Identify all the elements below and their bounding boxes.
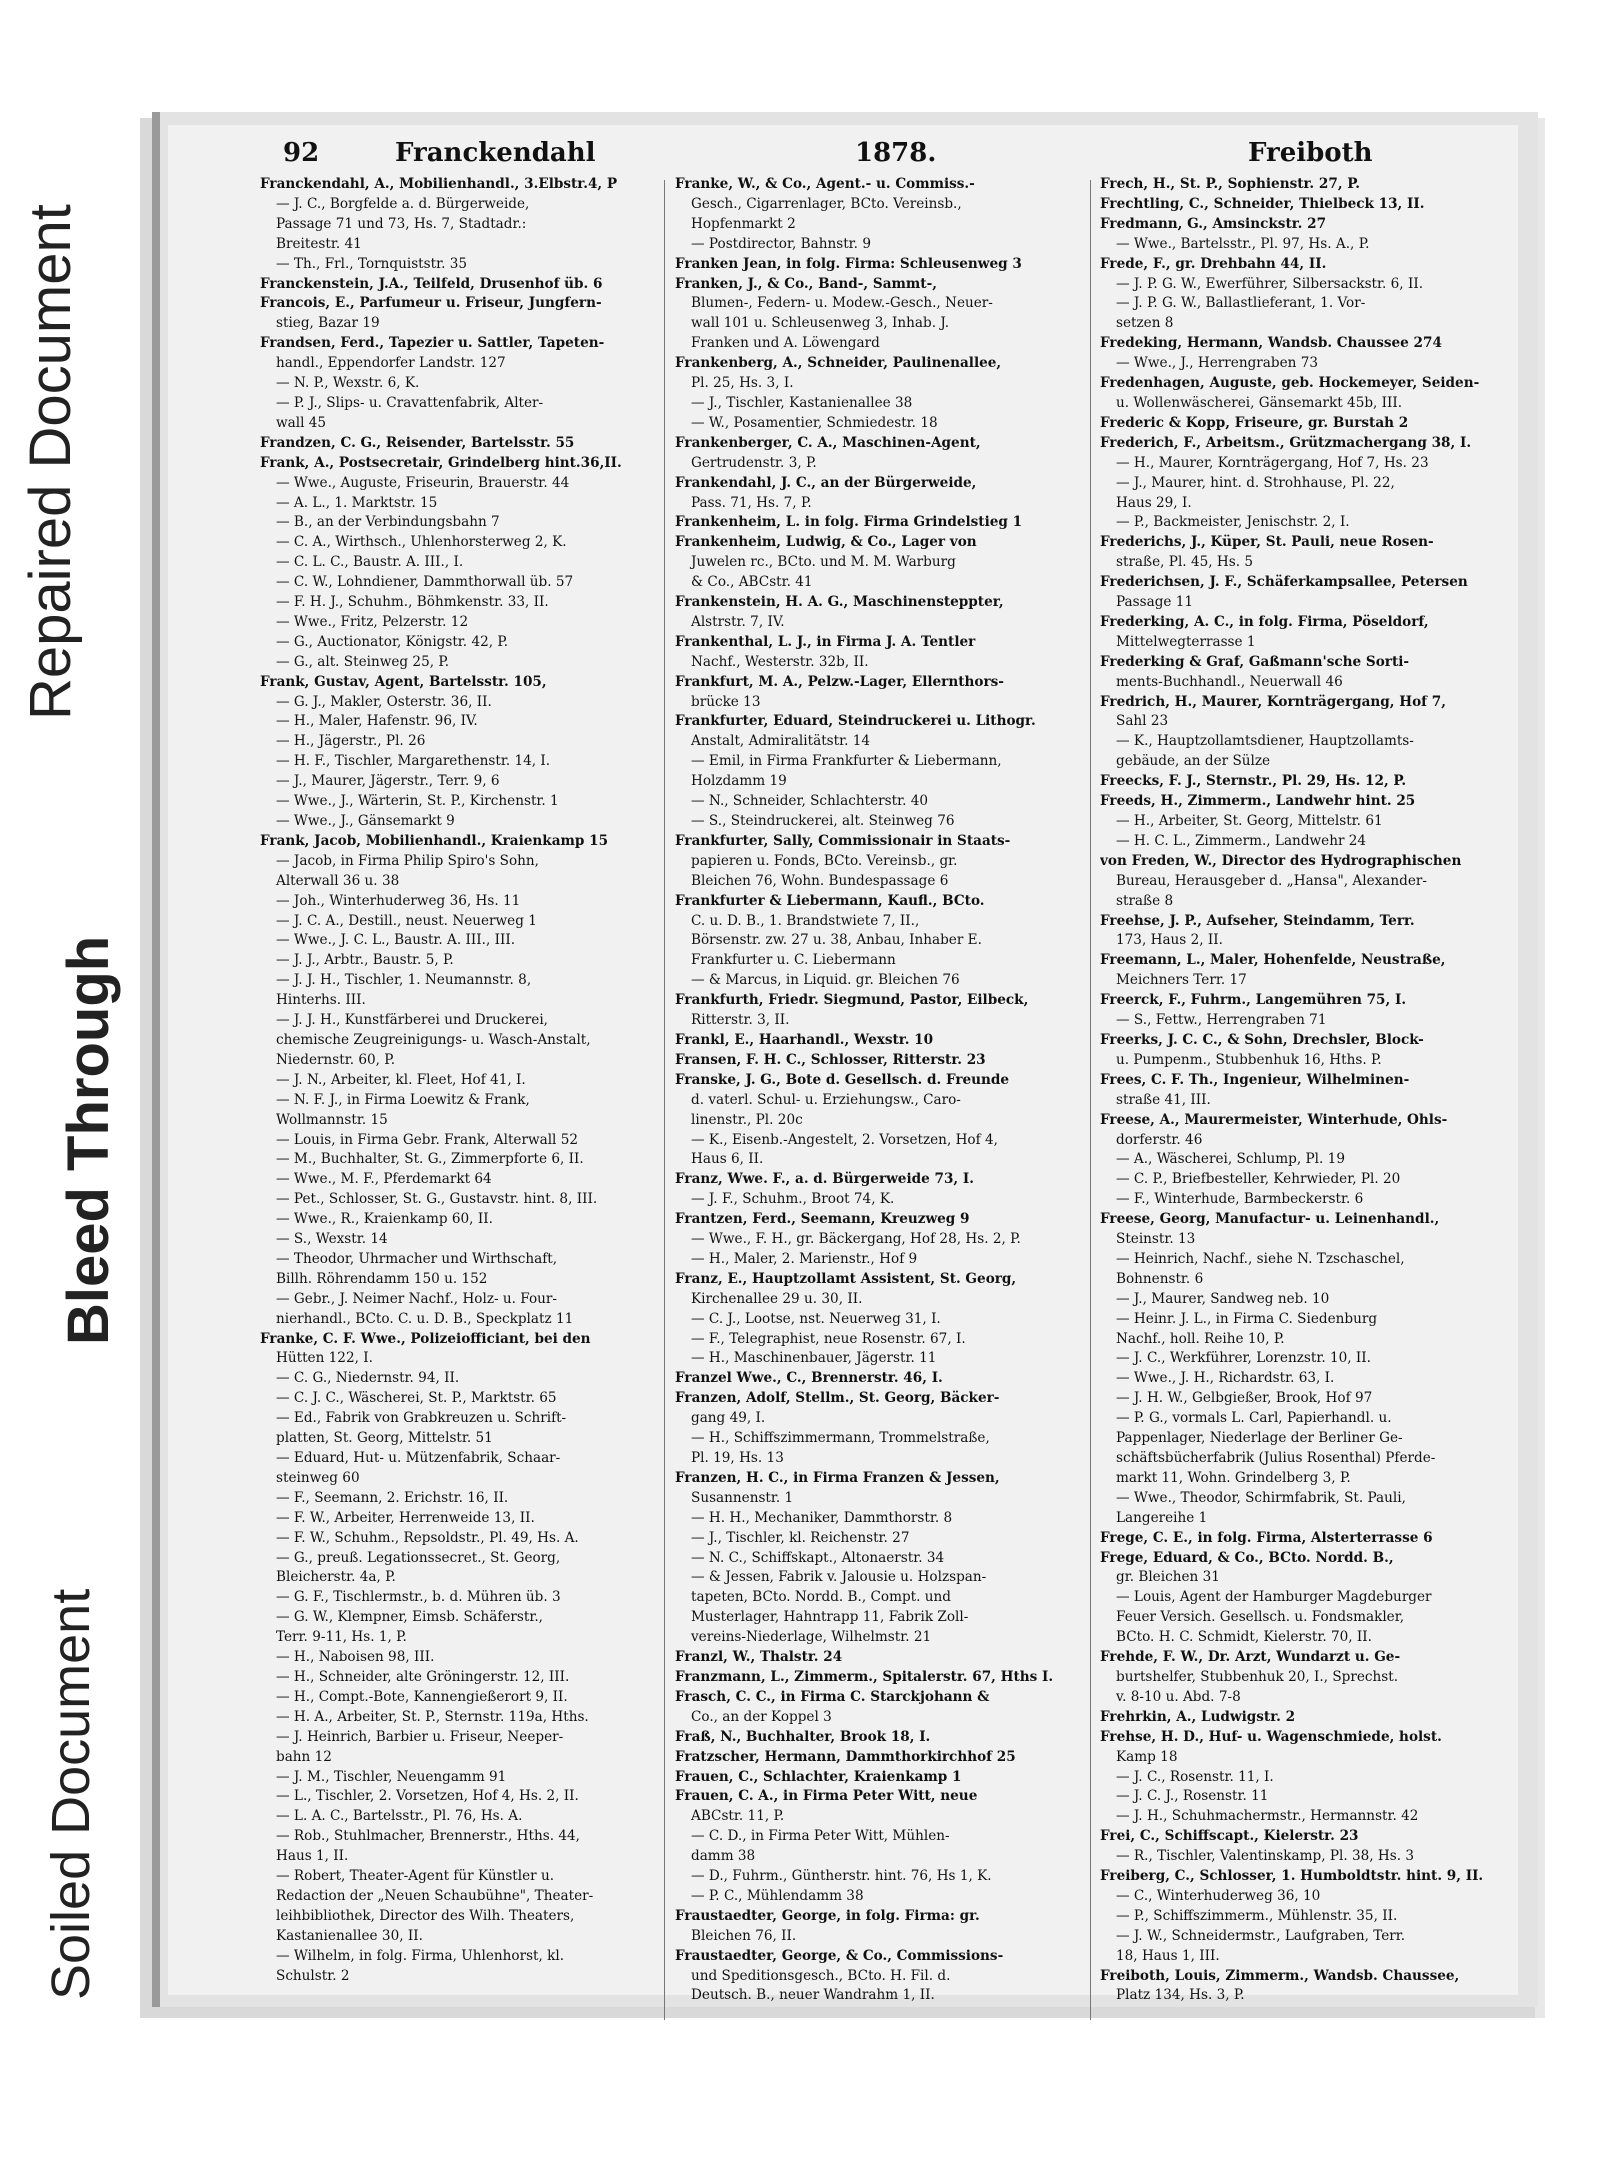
directory-entry: tapeten, BCto. Nordd. B., Compt. und xyxy=(691,1589,951,1606)
directory-entry: Bleichen 76, Wohn. Bundespassage 6 xyxy=(691,872,949,889)
directory-entry: markt 11, Wohn. Grindelberg 3, P. xyxy=(1116,1469,1351,1486)
directory-entry: — H., Schiffszimmermann, Trommelstraße, xyxy=(691,1430,990,1447)
directory-entry: — H., Arbeiter, St. Georg, Mittelstr. 61 xyxy=(1116,813,1383,829)
directory-entry: — R., Tischler, Valentinskamp, Pl. 38, Hs. 3 xyxy=(1116,1848,1415,1865)
directory-entry: Frank, Jacob, Mobilienhandl., Kraienkamp 15 xyxy=(260,832,609,849)
directory-entry: u. Wollenwäscherei, Gänsemarkt 45b, III. xyxy=(1116,394,1403,411)
directory-entry: Feuer Versich. Gesellsch. u. Fondsmakler, xyxy=(1116,1609,1405,1626)
directory-entry: Frede, F., gr. Drehbahn 44, II. xyxy=(1100,255,1327,272)
directory-entry: Frankfurt, M. A., Pelzw.-Lager, Ellernthors- xyxy=(675,673,1004,690)
directory-entry: ABCstr. 11, P. xyxy=(691,1808,785,1825)
directory-entry: — Wilhelm, in folg. Firma, Uhlenhorst, kl. xyxy=(276,1947,565,1964)
directory-entry: — F., Seemann, 2. Erichstr. 16, II. xyxy=(276,1489,509,1506)
directory-entry: — Wwe., R., Kraienkamp 60, II. xyxy=(276,1211,493,1228)
directory-entry: — G., preuß. Legationssecret., St. Georg, xyxy=(276,1549,561,1566)
directory-entry: 18, Haus 1, III. xyxy=(1116,1947,1220,1964)
directory-entry: straße 41, III. xyxy=(1116,1091,1211,1108)
directory-entry: Freeds, H., Zimmerm., Landwehr hint. 25 xyxy=(1100,793,1416,810)
directory-entry: Börsenstr. zw. 27 u. 38, Anbau, Inhaber E. xyxy=(691,932,982,949)
directory-entry: — H. A., Arbeiter, St. P., Sternstr. 119a, Hths. xyxy=(276,1708,589,1725)
directory-entry: — J. N., Arbeiter, kl. Fleet, Hof 41, I. xyxy=(276,1071,526,1088)
page-number: 92 xyxy=(283,138,320,168)
directory-entry: BCto. H. C. Schmidt, Kielerstr. 70, II. xyxy=(1116,1629,1372,1646)
directory-entry: Freehse, J. P., Aufseher, Steindamm, Terr. xyxy=(1100,912,1415,929)
directory-entry: — C. G., Niedernstr. 94, II. xyxy=(276,1370,460,1387)
directory-entry: Frechtling, C., Schneider, Thielbeck 13, II. xyxy=(1100,195,1425,212)
directory-entry: Alstrstr. 7, IV. xyxy=(691,613,785,630)
directory-entry: Frech, H., St. P., Sophienstr. 27, P. xyxy=(1100,176,1360,192)
directory-entry: gebäude, an der Sülze xyxy=(1116,753,1271,770)
directory-entry: Susannenstr. 1 xyxy=(691,1489,794,1506)
directory-entry: Niedernstr. 60, P. xyxy=(276,1051,396,1068)
directory-entry: Frankenberg, A., Schneider, Paulinenallee, xyxy=(675,355,1002,372)
directory-entry: Frauen, C. A., in Firma Peter Witt, neue xyxy=(675,1788,978,1805)
directory-entry: — H., Naboisen 98, III. xyxy=(276,1649,435,1666)
directory-entry: — H., Schneider, alte Gröningerstr. 12, III. xyxy=(276,1668,570,1685)
directory-entry: — G. W., Klempner, Eimsb. Schäferstr., xyxy=(276,1609,544,1626)
directory-entry: Wollmannstr. 15 xyxy=(276,1111,388,1128)
directory-entry: — J., Tischler, kl. Reichenstr. 27 xyxy=(691,1529,910,1546)
directory-entry: — P., Schiffszimmerm., Mühlenstr. 35, II. xyxy=(1116,1907,1398,1924)
directory-entry: — A., Wäscherei, Schlump, Pl. 19 xyxy=(1116,1151,1345,1168)
directory-entry: Steinstr. 13 xyxy=(1116,1231,1196,1248)
directory-entry: Frege, Eduard, & Co., BCto. Nordd. B., xyxy=(1100,1549,1394,1566)
directory-entry: Franke, W., & Co., Agent.- u. Commiss.- xyxy=(675,176,975,192)
side-label-strip xyxy=(0,0,150,2177)
directory-entry: Fredenhagen, Auguste, geb. Hockemeyer, Seiden- xyxy=(1100,375,1480,392)
directory-entry: Frehrkin, A., Ludwigstr. 2 xyxy=(1100,1708,1296,1725)
directory-entry: Frederking & Graf, Gaßmann'sche Sorti- xyxy=(1100,653,1410,670)
directory-entry: platten, St. Georg, Mittelstr. 51 xyxy=(276,1430,493,1447)
directory-entry: — L., Tischler, 2. Vorsetzen, Hof 4, Hs. 2, II. xyxy=(276,1788,579,1805)
directory-entry: Franken und A. Löwengard xyxy=(691,335,880,352)
directory-entry: Franzmann, L., Zimmerm., Spitalerstr. 67, Hths I. xyxy=(675,1668,1054,1685)
directory-entry: — Th., Frl., Tornquiststr. 35 xyxy=(276,255,468,272)
directory-entry: gang 49, I. xyxy=(691,1410,766,1427)
directory-entry: — F. W., Arbeiter, Herrenweide 13, II. xyxy=(276,1509,535,1526)
directory-entry: — C. J., Lootse, nst. Neuerweg 31, I. xyxy=(691,1310,941,1327)
directory-entry: — J. C., Rosenstr. 11, I. xyxy=(1116,1768,1274,1785)
directory-entry: — J., Maurer, Jägerstr., Terr. 9, 6 xyxy=(276,773,500,790)
directory-entry: nierhandl., BCto. C. u. D. B., Speckplatz 11 xyxy=(276,1310,574,1327)
directory-entry: Frege, C. E., in folg. Firma, Alsterterrasse 6 xyxy=(1100,1529,1433,1546)
directory-entry: Freerks, J. C. C., & Sohn, Drechsler, Block- xyxy=(1100,1031,1424,1048)
directory-entry: Passage 71 und 73, Hs. 7, Stadtadr.: xyxy=(276,215,527,232)
directory-entry: Francois, E., Parfumeur u. Friseur, Jungfern- xyxy=(260,295,602,312)
directory-entry: Redaction der „Neuen Schaubühne", Theater- xyxy=(276,1887,594,1904)
directory-entry: — J. F., Schuhm., Broot 74, K. xyxy=(691,1191,895,1208)
directory-entry: — S., Steindruckerei, alt. Steinweg 76 xyxy=(691,813,955,829)
directory-entry: Franzl, W., Thalstr. 24 xyxy=(675,1649,843,1666)
directory-entry: — F. H. J., Schuhm., Böhmkenstr. 33, II. xyxy=(276,594,549,611)
soiled-document-label: Soiled Document xyxy=(41,1588,101,2000)
directory-entry: stieg, Bazar 19 xyxy=(276,315,380,332)
directory-entry: — J. P. G. W., Ballastlieferant, 1. Vor- xyxy=(1116,295,1366,312)
directory-entry: Alterwall 36 u. 38 xyxy=(276,872,400,889)
year-heading: 1878. xyxy=(855,138,937,168)
directory-entry: wall 101 u. Schleusenweg 3, Inhab. J. xyxy=(691,315,950,332)
directory-entry: chemische Zeugreinigungs- u. Wasch-Anstalt, xyxy=(276,1031,591,1048)
directory-entry: — C. W., Lohndiener, Dammthorwall üb. 57 xyxy=(276,574,574,591)
directory-entry: brücke 13 xyxy=(691,693,761,710)
directory-entry: dorferstr. 46 xyxy=(1116,1131,1203,1148)
directory-entry: Frankenberger, C. A., Maschinen-Agent, xyxy=(675,434,981,451)
directory-entry: Pappenlager, Niederlage der Berliner Ge- xyxy=(1116,1430,1403,1447)
directory-entry: Pl. 25, Hs. 3, I. xyxy=(691,375,794,392)
directory-entry: Frankenheim, Ludwig, & Co., Lager von xyxy=(675,534,977,551)
directory-entry: Bureau, Herausgeber d. „Hansa", Alexander- xyxy=(1116,872,1427,889)
directory-entry: bahn 12 xyxy=(276,1748,332,1765)
directory-entry: Nachf., Westerstr. 32b, II. xyxy=(691,653,869,670)
directory-entry: leihbibliothek, Director des Wilh. Theaters, xyxy=(276,1907,575,1924)
directory-entry: Frankfurter u. C. Liebermann xyxy=(691,952,896,969)
directory-entry: Sahl 23 xyxy=(1116,713,1169,730)
directory-entry: straße, Pl. 45, Hs. 5 xyxy=(1116,554,1254,571)
directory-entry: Bohnenstr. 6 xyxy=(1116,1270,1204,1287)
directory-entry: — Joh., Winterhuderweg 36, Hs. 11 xyxy=(276,892,521,909)
directory-entry: Bleichen 76, II. xyxy=(691,1927,797,1944)
directory-entry: C. u. D. B., 1. Brandstwiete 7, II., xyxy=(691,912,920,929)
directory-entry: Frauen, C., Schlachter, Kraienkamp 1 xyxy=(675,1768,962,1785)
directory-entry: Frandsen, Ferd., Tapezier u. Sattler, Tapeten- xyxy=(260,335,605,352)
directory-entry: Frederich, F., Arbeitsm., Grützmachergang 38, I. xyxy=(1100,434,1472,451)
directory-entry: Fredeking, Hermann, Wandsb. Chaussee 274 xyxy=(1100,335,1442,352)
directory-entry: Frasch, C. C., in Firma C. Starckjohann & xyxy=(675,1688,990,1705)
directory-entry: Frank, Gustav, Agent, Bartelsstr. 105, xyxy=(260,673,547,690)
directory-entry: — Eduard, Hut- u. Mützenfabrik, Schaar- xyxy=(276,1450,561,1466)
directory-entry: vereins-Niederlage, Wilhelmstr. 21 xyxy=(691,1629,932,1646)
directory-entry: Franken, J., & Co., Band-, Sammt-, xyxy=(675,275,937,292)
directory-entry: Freerck, F., Fuhrm., Langemühren 75, I. xyxy=(1100,992,1407,1009)
directory-entry: — J. C., Borgfelde a. d. Bürgerweide, xyxy=(276,195,530,212)
directory-entry: handl., Eppendorfer Landstr. 127 xyxy=(276,355,506,372)
directory-entry: — N. F. J., in Firma Loewitz & Frank, xyxy=(276,1091,530,1108)
directory-entry: Co., an der Koppel 3 xyxy=(691,1708,832,1725)
directory-entry: Pl. 19, Hs. 13 xyxy=(691,1450,784,1466)
directory-entry: Frederking, A. C., in folg. Firma, Pöseldorf, xyxy=(1100,613,1429,630)
directory-entry: Franzen, H. C., in Firma Franzen & Jessen, xyxy=(675,1469,1000,1486)
directory-entry: — P., Backmeister, Jenischstr. 2, I. xyxy=(1116,514,1350,531)
directory-entry: — Postdirector, Bahnstr. 9 xyxy=(691,235,871,252)
directory-entry: — B., an der Verbindungsbahn 7 xyxy=(276,514,500,531)
directory-entry: Pass. 71, Hs. 7, P. xyxy=(691,494,812,511)
directory-entry: — J. H. W., Gelbgießer, Brook, Hof 97 xyxy=(1116,1390,1373,1407)
directory-entry: linenstr., Pl. 20c xyxy=(691,1111,803,1128)
directory-entry: Franke, C. F. Wwe., Polizeiofficiant, bei den xyxy=(260,1330,591,1347)
directory-entry: — & Marcus, in Liquid. gr. Bleichen 76 xyxy=(691,972,960,989)
directory-entry: Frehde, F. W., Dr. Arzt, Wundarzt u. Ge- xyxy=(1100,1649,1401,1666)
directory-entry: Meichners Terr. 17 xyxy=(1116,972,1247,989)
directory-entry: — P. G., vormals L. Carl, Papierhandl. u. xyxy=(1116,1410,1392,1427)
directory-entry: Freiboth, Louis, Zimmerm., Wandsb. Chaussee, xyxy=(1100,1967,1460,1984)
directory-entry: — M., Buchhalter, St. G., Zimmerpforte 6, II. xyxy=(276,1151,584,1168)
directory-entry: Frankfurter, Sally, Commissionair in Staats- xyxy=(675,832,1011,849)
directory-entry: — Wwe., F. H., gr. Bäckergang, Hof 28, Hs. 2, P. xyxy=(691,1231,1021,1248)
directory-entry: straße 8 xyxy=(1116,892,1174,909)
directory-column-3 xyxy=(1100,175,1495,2006)
directory-entry: — Wwe., Theodor, Schirmfabrik, St. Pauli, xyxy=(1116,1489,1406,1506)
directory-entry: — H., Maurer, Kornträgergang, Hof 7, Hs. 23 xyxy=(1116,454,1429,471)
directory-entry: — H., Maschinenbauer, Jägerstr. 11 xyxy=(691,1350,937,1367)
directory-entry: — P. C., Mühlendamm 38 xyxy=(691,1887,864,1904)
directory-entry: gr. Bleichen 31 xyxy=(1116,1569,1220,1586)
directory-entry: — Theodor, Uhrmacher und Wirthschaft, xyxy=(276,1250,558,1267)
directory-entry: Freemann, L., Maler, Hohenfelde, Neustraße, xyxy=(1100,952,1446,969)
directory-entry: — J., Tischler, Kastanienallee 38 xyxy=(691,394,913,411)
directory-entry: — G., Auctionator, Königstr. 42, P. xyxy=(276,633,509,650)
directory-entry: — Jacob, in Firma Philip Spiro's Sohn, xyxy=(276,852,540,869)
directory-entry: — C. D., in Firma Peter Witt, Mühlen- xyxy=(691,1828,950,1845)
directory-entry: — Wwe., Fritz, Pelzerstr. 12 xyxy=(276,613,469,630)
directory-entry: Frankfurth, Friedr. Siegmund, Pastor, Eilbeck, xyxy=(675,992,1029,1009)
right-running-head: Freiboth xyxy=(1248,138,1373,168)
directory-entry: — S., Wexstr. 14 xyxy=(276,1231,388,1248)
directory-entry: Hütten 122, I. xyxy=(276,1350,373,1367)
directory-entry: Bleicherstr. 4a, P. xyxy=(276,1569,396,1586)
directory-entry: — Wwe., Auguste, Friseurin, Brauerstr. 44 xyxy=(276,474,570,491)
directory-entry: Nachf., holl. Reihe 10, P. xyxy=(1116,1330,1285,1347)
directory-entry: und Speditionsgesch., BCto. H. Fil. d. xyxy=(691,1967,951,1984)
directory-entry: steinweg 60 xyxy=(276,1469,360,1486)
directory-entry: Fratzscher, Hermann, Dammthorkirchhof 25 xyxy=(675,1748,1016,1765)
directory-entry: — H., Compt.-Bote, Kannengießerort 9, II. xyxy=(276,1688,568,1705)
directory-entry: — J. C. J., Rosenstr. 11 xyxy=(1116,1788,1269,1805)
directory-column-1 xyxy=(260,175,655,1986)
directory-entry: Platz 134, Hs. 3, P. xyxy=(1116,1987,1245,2004)
directory-entry: — Wwe., J., Gänsemarkt 9 xyxy=(276,813,455,829)
directory-entry: — Louis, Agent der Hamburger Magdeburger xyxy=(1116,1589,1432,1606)
directory-entry: Franzen, Adolf, Stellm., St. Georg, Bäcker- xyxy=(675,1390,1000,1407)
directory-entry: — Louis, in Firma Gebr. Frank, Alterwall 52 xyxy=(276,1131,579,1148)
directory-entry: Franckenstein, J.A., Teilfeld, Drusenhof üb. 6 xyxy=(260,275,603,292)
directory-entry: Juwelen rc., BCto. und M. M. Warburg xyxy=(691,554,956,571)
directory-entry: papieren u. Fonds, BCto. Vereinsb., gr. xyxy=(691,852,958,869)
directory-entry: — Pet., Schlosser, St. G., Gustavstr. hint. 8, III. xyxy=(276,1191,598,1208)
directory-entry: — J. C. A., Destill., neust. Neuerweg 1 xyxy=(276,912,537,929)
directory-entry: Langereihe 1 xyxy=(1116,1509,1208,1526)
repaired-document-label: Repaired Document xyxy=(18,204,83,720)
directory-entry: Fredmann, G., Amsinckstr. 27 xyxy=(1100,215,1327,232)
directory-entry: — F. W., Schuhm., Repsoldstr., Pl. 49, Hs. A. xyxy=(276,1529,579,1546)
directory-entry: Freiberg, C., Schlosser, 1. Humboldtstr. hint. 9, II. xyxy=(1100,1868,1484,1885)
directory-entry: Franckendahl, A., Mobilienhandl., 3.Elbstr.4, P xyxy=(260,176,618,192)
directory-entry: — Wwe., J. C. L., Baustr. A. III., III. xyxy=(276,932,516,949)
directory-entry: Terr. 9-11, Hs. 1, P. xyxy=(276,1629,407,1646)
directory-entry: — C. P., Briefbesteller, Kehrwieder, Pl. 20 xyxy=(1116,1171,1401,1188)
directory-entry: — N., Schneider, Schlachterstr. 40 xyxy=(691,793,929,810)
directory-entry: Frankendahl, J. C., an der Bürgerweide, xyxy=(675,474,977,491)
directory-entry: Frei, C., Schiffscapt., Kielerstr. 23 xyxy=(1100,1828,1359,1845)
directory-entry: setzen 8 xyxy=(1116,315,1174,332)
bleed-through-label: Bleed Through xyxy=(56,935,121,1345)
directory-entry: Frankenstein, H. A. G., Maschinensteppter, xyxy=(675,594,1004,611)
directory-entry: Freese, A., Maurermeister, Winterhude, Ohls- xyxy=(1100,1111,1448,1128)
directory-entry: — Ed., Fabrik von Grabkreuzen u. Schrift- xyxy=(276,1410,567,1427)
directory-entry: — A. L., 1. Marktstr. 15 xyxy=(276,494,438,511)
directory-entry: Frees, C. F. Th., Ingenieur, Wilhelminen- xyxy=(1100,1071,1410,1088)
directory-entry: Ritterstr. 3, II. xyxy=(691,1012,790,1029)
directory-entry: — L. A. C., Bartelsstr., Pl. 76, Hs. A. xyxy=(276,1808,523,1825)
directory-entry: — C., Winterhuderweg 36, 10 xyxy=(1116,1887,1321,1904)
directory-entry: — F., Telegraphist, neue Rosenstr. 67, I. xyxy=(691,1330,966,1347)
directory-entry: — Wwe., J., Herrengraben 73 xyxy=(1116,355,1319,372)
directory-entry: Passage 11 xyxy=(1116,594,1194,611)
directory-entry: — H., Maler, Hafenstr. 96, IV. xyxy=(276,713,478,730)
directory-entry: — W., Posamentier, Schmiedestr. 18 xyxy=(691,414,938,431)
directory-entry: Kirchenallee 29 u. 30, II. xyxy=(691,1290,863,1307)
directory-entry: Kamp 18 xyxy=(1116,1748,1178,1765)
directory-entry: Mittelwegterrasse 1 xyxy=(1116,633,1256,650)
directory-entry: d. vaterl. Schul- u. Erziehungsw., Caro- xyxy=(691,1091,961,1108)
directory-entry: — H. H., Mechaniker, Dammthorstr. 8 xyxy=(691,1509,953,1526)
directory-entry: Frehse, H. D., Huf- u. Wagenschmiede, holst. xyxy=(1100,1728,1442,1745)
directory-entry: — Rob., Stuhlmacher, Brennerstr., Hths. 44, xyxy=(276,1828,580,1845)
directory-entry: Franske, J. G., Bote d. Gesellsch. d. Freunde xyxy=(675,1071,1010,1088)
directory-entry: Kastanienallee 30, II. xyxy=(276,1927,423,1944)
directory-entry: — J., Maurer, hint. d. Strohhause, Pl. 22, xyxy=(1116,474,1395,491)
directory-entry: — J., Maurer, Sandweg neb. 10 xyxy=(1116,1290,1330,1307)
directory-entry: Haus 29, I. xyxy=(1116,494,1192,511)
directory-entry: schäftsbücherfabrik (Julius Rosenthal) Pferde- xyxy=(1116,1450,1436,1466)
directory-entry: Franzel Wwe., C., Brennerstr. 46, I. xyxy=(675,1370,943,1387)
directory-entry: — & Jessen, Fabrik v. Jalousie u. Holzspan- xyxy=(691,1569,987,1586)
directory-entry: — Wwe., J., Wärterin, St. P., Kirchenstr. 1 xyxy=(276,793,559,810)
directory-entry: Freecks, F. J., Sternstr., Pl. 29, Hs. 12, P. xyxy=(1100,773,1407,790)
directory-entry: — G. F., Tischlermstr., b. d. Mühren üb. 3 xyxy=(276,1589,561,1606)
directory-entry: — Wwe., J. H., Richardstr. 63, I. xyxy=(1116,1370,1335,1387)
directory-entry: Frank, A., Postsecretair, Grindelberg hint.36,II. xyxy=(260,454,622,471)
directory-entry: — Heinr. J. L., in Firma C. Siedenburg xyxy=(1116,1310,1378,1327)
directory-entry: — N. C., Schiffskapt., Altonaerstr. 34 xyxy=(691,1549,945,1566)
directory-entry: Frankl, E., Haarhandl., Wexstr. 10 xyxy=(675,1031,934,1048)
directory-entry: Franz, Wwe. F., a. d. Bürgerweide 73, I. xyxy=(675,1171,974,1188)
directory-entry: 173, Haus 2, II. xyxy=(1116,932,1223,949)
directory-entry: — K., Hauptzollamtsdiener, Hauptzollamts- xyxy=(1116,733,1414,750)
directory-entry: — C. L. C., Baustr. A. III., I. xyxy=(276,554,464,571)
directory-entry: von Freden, W., Director des Hydrographischen xyxy=(1100,852,1462,869)
column-divider xyxy=(664,180,665,2020)
directory-entry: — Heinrich, Nachf., siehe N. Tzschaschel, xyxy=(1116,1250,1405,1267)
directory-entry: Frederichsen, J. F., Schäferkampsallee, Petersen xyxy=(1100,574,1468,591)
directory-entry: Gesch., Cigarrenlager, BCto. Vereinsb., xyxy=(691,195,962,212)
column-divider xyxy=(1090,180,1091,2020)
directory-entry: Musterlager, Hahntrapp 11, Fabrik Zoll- xyxy=(691,1609,969,1626)
directory-entry: — H., Maler, 2. Marienstr., Hof 9 xyxy=(691,1250,918,1267)
directory-entry: Frandzen, C. G., Reisender, Bartelsstr. 55 xyxy=(260,434,575,451)
directory-entry: Billh. Röhrendamm 150 u. 152 xyxy=(276,1270,488,1287)
directory-entry: — F., Winterhude, Barmbeckerstr. 6 xyxy=(1116,1191,1364,1208)
directory-entry: — H. C. L., Zimmerm., Landwehr 24 xyxy=(1116,832,1367,849)
directory-entry: Franz, E., Hauptzollamt Assistent, St. Georg, xyxy=(675,1270,1017,1287)
directory-entry: Frantzen, Ferd., Seemann, Kreuzweg 9 xyxy=(675,1211,970,1228)
directory-entry: Frederichs, J., Küper, St. Pauli, neue Rosen- xyxy=(1100,534,1434,551)
directory-entry: — N. P., Wexstr. 6, K. xyxy=(276,375,420,392)
directory-entry: — J. Heinrich, Barbier u. Friseur, Neeper- xyxy=(276,1728,564,1745)
directory-entry: — J. J. H., Kunstfärberei und Druckerei, xyxy=(276,1012,548,1029)
directory-entry: Haus 6, II. xyxy=(691,1151,764,1168)
directory-entry: — Gebr., J. Neimer Nachf., Holz- u. Four- xyxy=(276,1290,558,1307)
directory-entry: Gertrudenstr. 3, P. xyxy=(691,454,817,471)
directory-entry: Hinterhs. III. xyxy=(276,992,366,1009)
directory-entry: Fransen, F. H. C., Schlosser, Ritterstr. 23 xyxy=(675,1051,986,1068)
directory-entry: Breitestr. 41 xyxy=(276,235,362,252)
directory-entry: Fraustaedter, George, in folg. Firma: gr. xyxy=(675,1907,980,1924)
directory-entry: Blumen-, Federn- u. Modew.-Gesch., Neuer- xyxy=(691,295,993,312)
directory-entry: burtshelfer, Stubbenhuk 20, I., Sprechst. xyxy=(1116,1668,1399,1685)
directory-entry: — H., Jägerstr., Pl. 26 xyxy=(276,733,426,750)
directory-entry: — Emil, in Firma Frankfurter & Liebermann, xyxy=(691,753,1002,770)
directory-entry: Freese, Georg, Manufactur- u. Leinenhandl., xyxy=(1100,1211,1440,1228)
directory-entry: — J. M., Tischler, Neuengamm 91 xyxy=(276,1768,507,1785)
directory-entry: — Wwe., Bartelsstr., Pl. 97, Hs. A., P. xyxy=(1116,235,1370,252)
left-running-head: Franckendahl xyxy=(395,138,596,168)
directory-entry: Frankfurter, Eduard, Steindruckerei u. Lithogr. xyxy=(675,713,1036,730)
directory-entry: — S., Fettw., Herrengraben 71 xyxy=(1116,1012,1327,1029)
directory-entry: — Wwe., M. F., Pferdemarkt 64 xyxy=(276,1171,492,1188)
directory-entry: Franken Jean, in folg. Firma: Schleusenweg 3 xyxy=(675,255,1022,272)
directory-entry: — J. C., Werkführer, Lorenzstr. 10, II. xyxy=(1116,1350,1371,1367)
directory-entry: — J. W., Schneidermstr., Laufgraben, Terr. xyxy=(1116,1927,1406,1944)
directory-entry: Anstalt, Admiralitätstr. 14 xyxy=(691,733,871,750)
directory-entry: Frankenheim, L. in folg. Firma Grindelstieg 1 xyxy=(675,514,1023,531)
directory-entry: — D., Fuhrm., Güntherstr. hint. 76, Hs 1, K. xyxy=(691,1868,992,1885)
directory-entry: v. 8-10 u. Abd. 7-8 xyxy=(1116,1688,1241,1705)
directory-entry: — J. H., Schuhmachermstr., Hermannstr. 42 xyxy=(1116,1808,1419,1825)
directory-entry: Haus 1, II. xyxy=(276,1848,349,1865)
directory-entry: ments-Buchhandl., Neuerwall 46 xyxy=(1116,673,1343,690)
directory-entry: — K., Eisenb.-Angestelt, 2. Vorsetzen, Hof 4, xyxy=(691,1131,998,1148)
directory-entry: wall 45 xyxy=(276,414,327,431)
directory-entry: — C. A., Wirthsch., Uhlenhorsterweg 2, K. xyxy=(276,534,567,551)
directory-column-2 xyxy=(675,175,1070,2006)
directory-entry: — C. J. C., Wäscherei, St. P., Marktstr. 65 xyxy=(276,1390,557,1407)
directory-entry: Frankenthal, L. J., in Firma J. A. Tentler xyxy=(675,633,976,650)
directory-entry: — Robert, Theater-Agent für Künstler u. xyxy=(276,1868,555,1885)
directory-entry: damm 38 xyxy=(691,1848,756,1865)
directory-entry: — J. J., Arbtr., Baustr. 5, P. xyxy=(276,952,454,969)
directory-entry: Deutsch. B., neuer Wandrahm 1, II. xyxy=(691,1987,935,2004)
directory-entry: u. Pumpenm., Stubbenhuk 16, Hths. P. xyxy=(1116,1051,1382,1068)
directory-entry: Schulstr. 2 xyxy=(276,1967,350,1984)
directory-entry: Frederic & Kopp, Friseure, gr. Burstah 2 xyxy=(1100,414,1409,431)
directory-entry: & Co., ABCstr. 41 xyxy=(691,574,813,591)
directory-entry: Frankfurter & Liebermann, Kaufl., BCto. xyxy=(675,892,985,909)
directory-entry: Fraß, N., Buchhalter, Brook 18, I. xyxy=(675,1728,931,1745)
directory-entry: Holzdamm 19 xyxy=(691,773,787,790)
directory-entry: — P. J., Slips- u. Cravattenfabrik, Alter- xyxy=(276,394,544,411)
directory-entry: Fredrich, H., Maurer, Kornträgergang, Hof 7, xyxy=(1100,693,1446,710)
directory-entry: — J. J. H., Tischler, 1. Neumannstr. 8, xyxy=(276,972,532,989)
directory-entry: Fraustaedter, George, & Co., Commissions- xyxy=(675,1947,1004,1964)
directory-entry: — H. F., Tischler, Margarethenstr. 14, I. xyxy=(276,753,551,770)
directory-entry: — G. J., Makler, Osterstr. 36, II. xyxy=(276,693,492,710)
directory-entry: — G., alt. Steinweg 25, P. xyxy=(276,653,450,670)
directory-entry: Hopfenmarkt 2 xyxy=(691,215,796,232)
directory-entry: — J. P. G. W., Ewerführer, Silbersackstr. 6, II. xyxy=(1116,275,1424,292)
